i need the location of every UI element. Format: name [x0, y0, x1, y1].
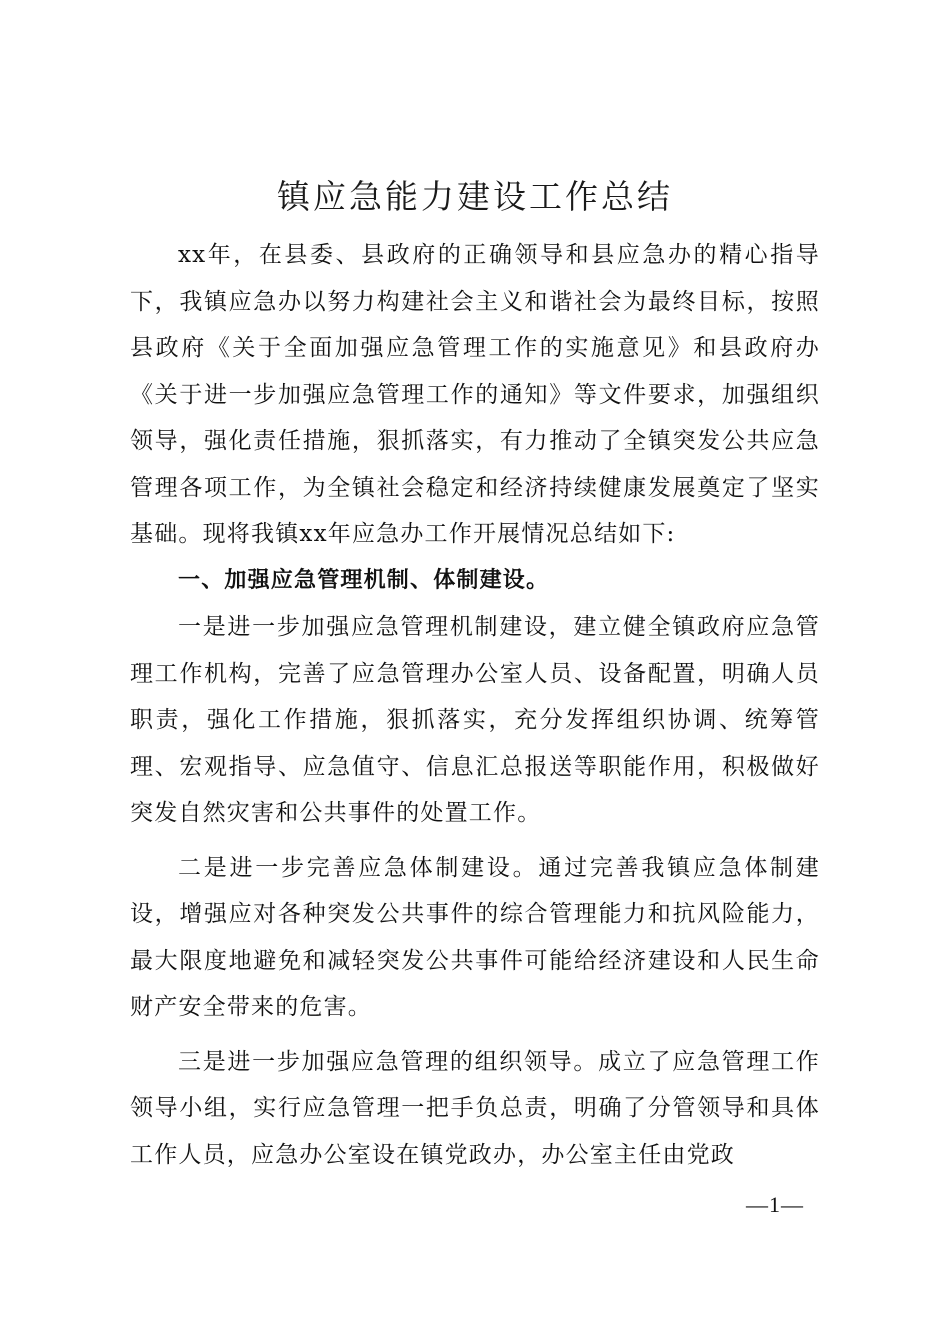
- body-paragraph-3: 三是进一步加强应急管理的组织领导。成立了应急管理工作领导小组，实行应急管理一把手负总责，明确了分管领导和具体工作人员，应急办公室设在镇党政办，办公室主任由党政: [130, 1048, 820, 1168]
- section-heading: 一、加强应急管理机制、体制建设。: [178, 567, 550, 593]
- document-body: [130, 232, 820, 1178]
- page-number: —1—: [746, 1192, 804, 1217]
- body-paragraph-2: 二是进一步完善应急体制建设。通过完善我镇应急体制建设，增强应对各种突发公共事件的综合管理能力和抗风险能力，最大限度地避免和减轻突发公共事件可能给经济建设和人民生命财产安全带来的危害。: [130, 854, 820, 1020]
- intro-paragraph: xx年，在县委、县政府的正确领导和县应急办的精心指导下，我镇应急办以努力构建社会主义和谐社会为最终目标，按照县政府《关于全面加强应急管理工作的实施意见》和县政府办《关于进一步加强应急管理工作的通知》等文件要求，加强组织领导，强化责任措施，狠抓落实，有力推动了全镇突发公共应急管理各项工作，为全镇社会稳定和经济持续健康发展奠定了坚实基础。现将我镇xx年应急办工作开展情况总结如下:: [130, 242, 820, 547]
- document-title: 镇应急能力建设工作总结: [277, 177, 673, 216]
- body-paragraph-1: 一是进一步加强应急管理机制建设，建立健全镇政府应急管理工作机构，完善了应急管理办公室人员、设备配置，明确人员职责，强化工作措施，狠抓落实，充分发挥组织协调、统筹管理、宏观指导、应急值守、信息汇总报送等职能作用，积极做好突发自然灾害和公共事件的处置工作。: [130, 614, 820, 826]
